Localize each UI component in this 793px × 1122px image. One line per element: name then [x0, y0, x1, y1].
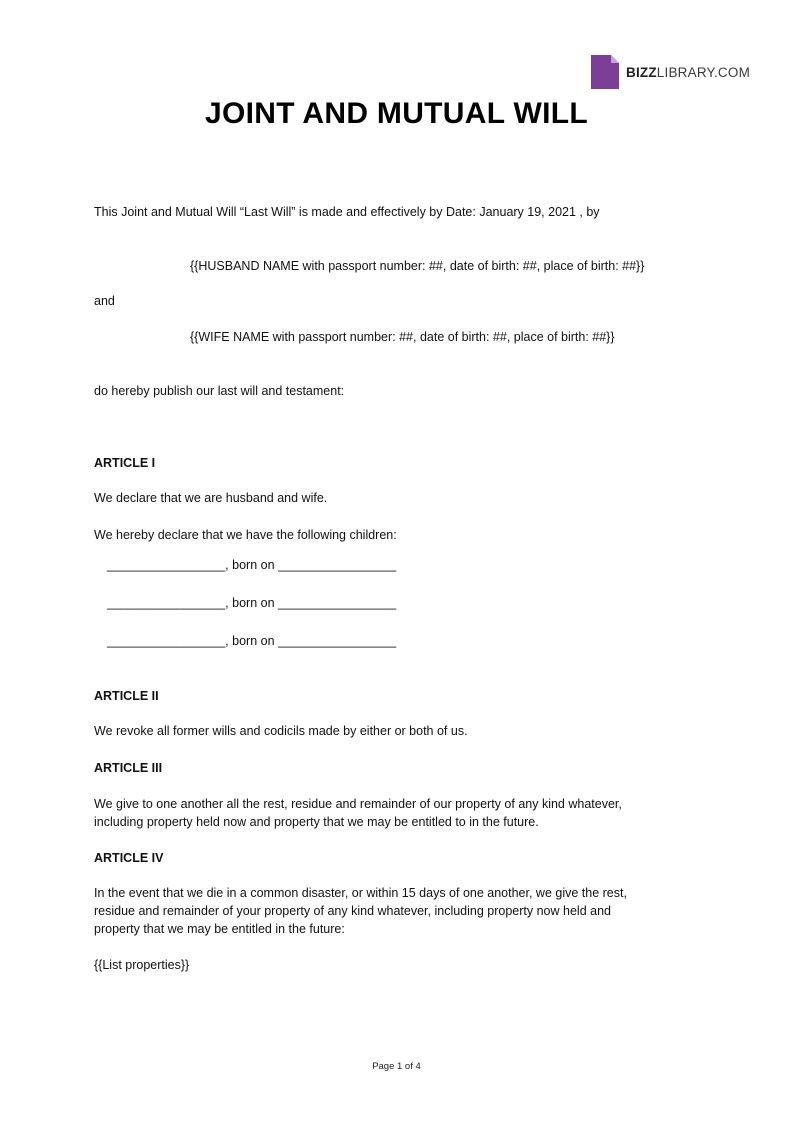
logo-text-strong: BIZZ	[626, 64, 657, 80]
article-3-line-2: including property held now and property that we may be entitled to in the future.	[94, 815, 539, 829]
article-2-paragraph: We revoke all former wills and codicils made by either or both of us.	[94, 724, 468, 738]
list-properties-placeholder: {{List properties}}	[94, 958, 190, 972]
article-4-heading: ARTICLE IV	[94, 851, 164, 865]
article-4-line-1: In the event that we die in a common disaster, or within 15 days of one another, we give the rest,	[94, 886, 627, 900]
wife-placeholder: {{WIFE NAME with passport number: ##, date of birth: ##, place of birth: ##}}	[190, 330, 615, 344]
publish-statement: do hereby publish our last will and testament:	[94, 384, 345, 398]
article-4-line-2: residue and remainder of your property of any kind whatever, including property now held and	[94, 904, 611, 918]
child-line-2: _________________, born on _________________	[107, 596, 397, 610]
article-2-heading: ARTICLE II	[94, 689, 159, 703]
document-title: JOINT AND MUTUAL WILL	[205, 97, 588, 130]
intro-paragraph: This Joint and Mutual Will “Last Will” is made and effectively by Date: January 19, 2021 , by	[94, 205, 600, 219]
article-4-line-3: property that we may be entitled in the future:	[94, 922, 345, 936]
logo-text	[626, 65, 750, 80]
article-3-heading: ARTICLE III	[94, 761, 163, 775]
article-1-heading: ARTICLE I	[94, 456, 156, 470]
article-1-paragraph-2: We hereby declare that we have the following children:	[94, 528, 397, 542]
document-logo-icon	[591, 55, 619, 89]
page-number: Page 1 of 4	[372, 1061, 421, 1072]
logo-text-rest: LIBRARY.COM	[656, 64, 751, 80]
and-text: and	[94, 294, 115, 308]
child-line-3: _________________, born on _________________	[107, 634, 397, 648]
article-3-line-1: We give to one another all the rest, residue and remainder of our property of any kind whatever,	[94, 797, 622, 811]
husband-placeholder: {{HUSBAND NAME with passport number: ##, date of birth: ##, place of birth: ##}}	[190, 259, 645, 273]
child-line-1: _________________, born on _________________	[107, 558, 397, 572]
article-1-paragraph-1: We declare that we are husband and wife.	[94, 491, 328, 505]
brand-logo	[591, 55, 750, 89]
